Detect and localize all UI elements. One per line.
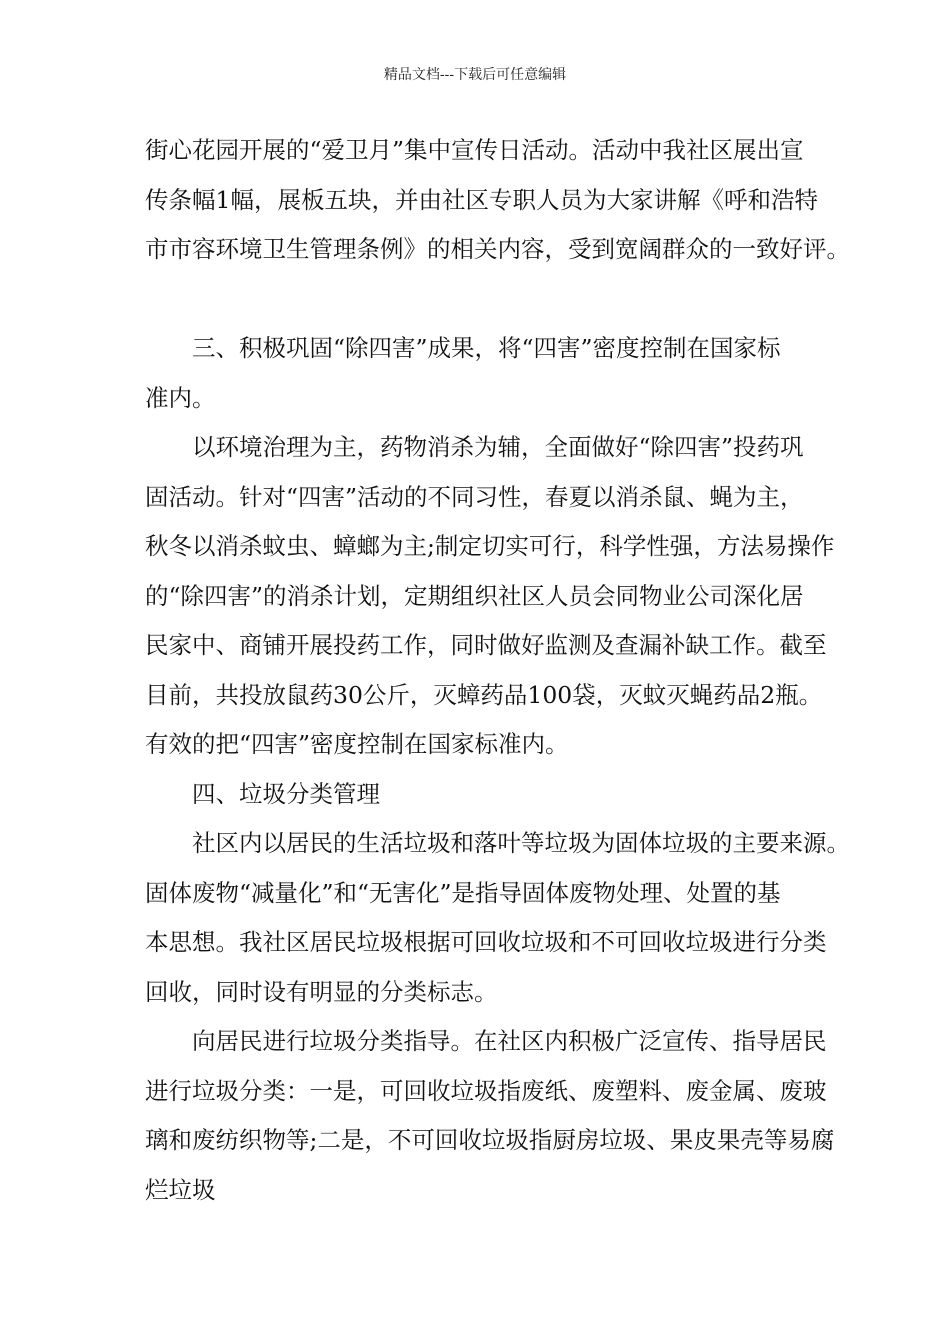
text-line: 的“除四害”的消杀计划，定期组织社区人员会同物业公司深化居: [145, 581, 804, 610]
text-line: 进行垃圾分类：一是，可回收垃圾指废纸、废塑料、废金属、废玻: [145, 1076, 827, 1105]
text-line: 回收，同时设有明显的分类标志。: [145, 977, 498, 1006]
text-line: 向居民进行垃圾分类指导。在社区内积极广泛宣传、指导居民: [192, 1027, 827, 1055]
text-line: 民家中、商铺开展投药工作，同时做好监测及查漏补缺工作。截至: [145, 631, 827, 659]
text-line: 本思想。我社区居民垃圾根据可回收垃圾和不可回收垃圾进行分类: [145, 928, 827, 956]
text-line: 目前，共投放鼠药30公斤，灭蟑药品100袋，灭蚊灭蝇药品2瓶。: [145, 680, 823, 709]
text-line: 市市容环境卫生管理条例》的相关内容，受到宽阔群众的一致好评。: [145, 235, 850, 263]
text-line: 传条幅1幅，展板五块，并由社区专职人员为大家讲解《呼和浩特: [145, 185, 818, 214]
text-line: 固体废物“减量化”和“无害化”是指导固体废物处理、处置的基: [145, 878, 781, 907]
text-line: 烂垃圾: [145, 1175, 216, 1204]
section-heading-cont: 准内。: [145, 383, 216, 412]
text-line: 有效的把“四害”密度控制在国家标准内。: [145, 730, 569, 758]
text-line: 秋冬以消杀蚊虫、蟑螂为主;制定切实可行，科学性强，方法易操作: [145, 532, 835, 560]
text-line: 固活动。针对“四害”活动的不同习性，春夏以消杀鼠、蝇为主，: [145, 482, 804, 511]
paragraph-gap: [145, 275, 815, 325]
text-line: 街心花园开展的“爱卫月”集中宣传日活动。活动中我社区展出宣: [145, 136, 804, 164]
page-header: 精品文档---下载后可任意编辑: [383, 67, 567, 83]
section-heading: 三、积极巩固“除四害”成果，将“四害”密度控制在国家标: [192, 334, 781, 362]
section-heading: 四、垃圾分类管理: [192, 779, 380, 808]
text-line: 社区内以居民的生活垃圾和落叶等垃圾为固体垃圾的主要来源。: [192, 829, 850, 857]
text-line: 以环境治理为主，药物消杀为辅，全面做好“除四害”投药巩: [192, 433, 804, 461]
text-line: 璃和废纺织物等;二是，不可回收垃圾指厨房垃圾、果皮果壳等易腐: [145, 1126, 835, 1154]
document-body: [145, 126, 850, 1215]
